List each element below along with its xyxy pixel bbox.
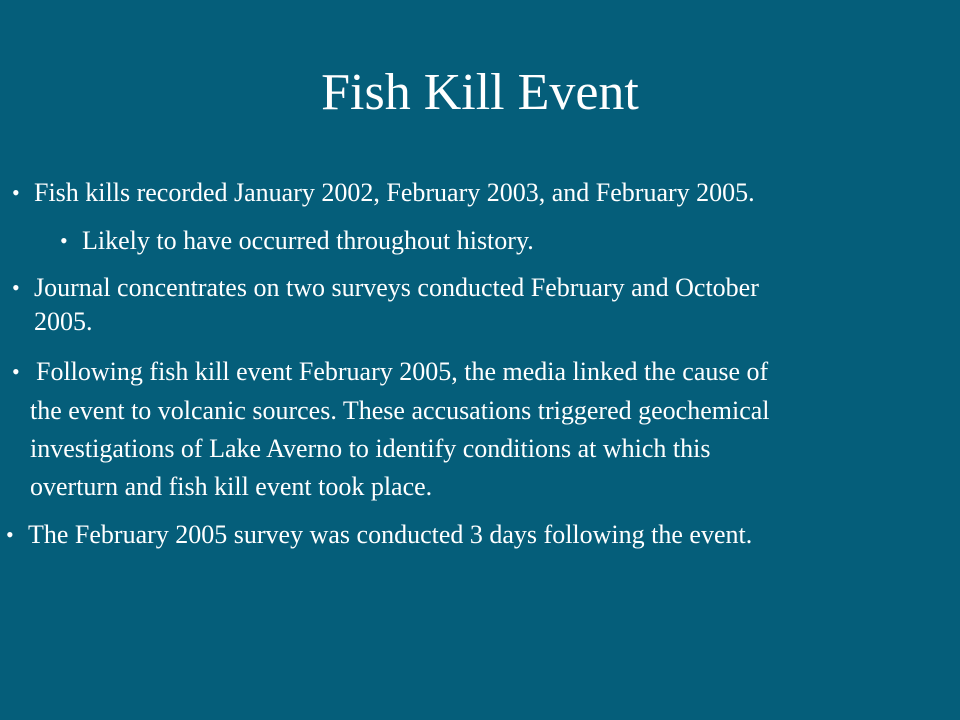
sub-bullet-text: Likely to have occurred throughout history. xyxy=(82,226,534,255)
bullet-text-line: overturn and fish kill event took place. xyxy=(30,472,433,501)
bullet-dot: • xyxy=(6,522,14,547)
bullet-text: The February 2005 survey was conducted 3 days following the event. xyxy=(28,520,753,549)
bullet-text-line: 2005. xyxy=(34,307,93,336)
sub-bullet-dot: • xyxy=(60,228,68,253)
bullet-text-line: Following fish kill event February 2005, the media linked the cause of xyxy=(36,357,769,386)
bullet-text-line: the event to volcanic sources. These accusations triggered geochemical xyxy=(30,396,770,425)
bullet-dot: • xyxy=(12,275,20,300)
bullet-text: Fish kills recorded January 2002, February 2003, and February 2005. xyxy=(34,178,755,207)
bullet-dot: • xyxy=(12,359,20,384)
bullet-dot: • xyxy=(12,180,20,205)
slide-title: Fish Kill Event xyxy=(321,64,639,121)
bullet-text-line: investigations of Lake Averno to identify conditions at which this xyxy=(30,434,711,463)
bullet-text-line: Journal concentrates on two surveys conducted February and October xyxy=(34,273,759,302)
